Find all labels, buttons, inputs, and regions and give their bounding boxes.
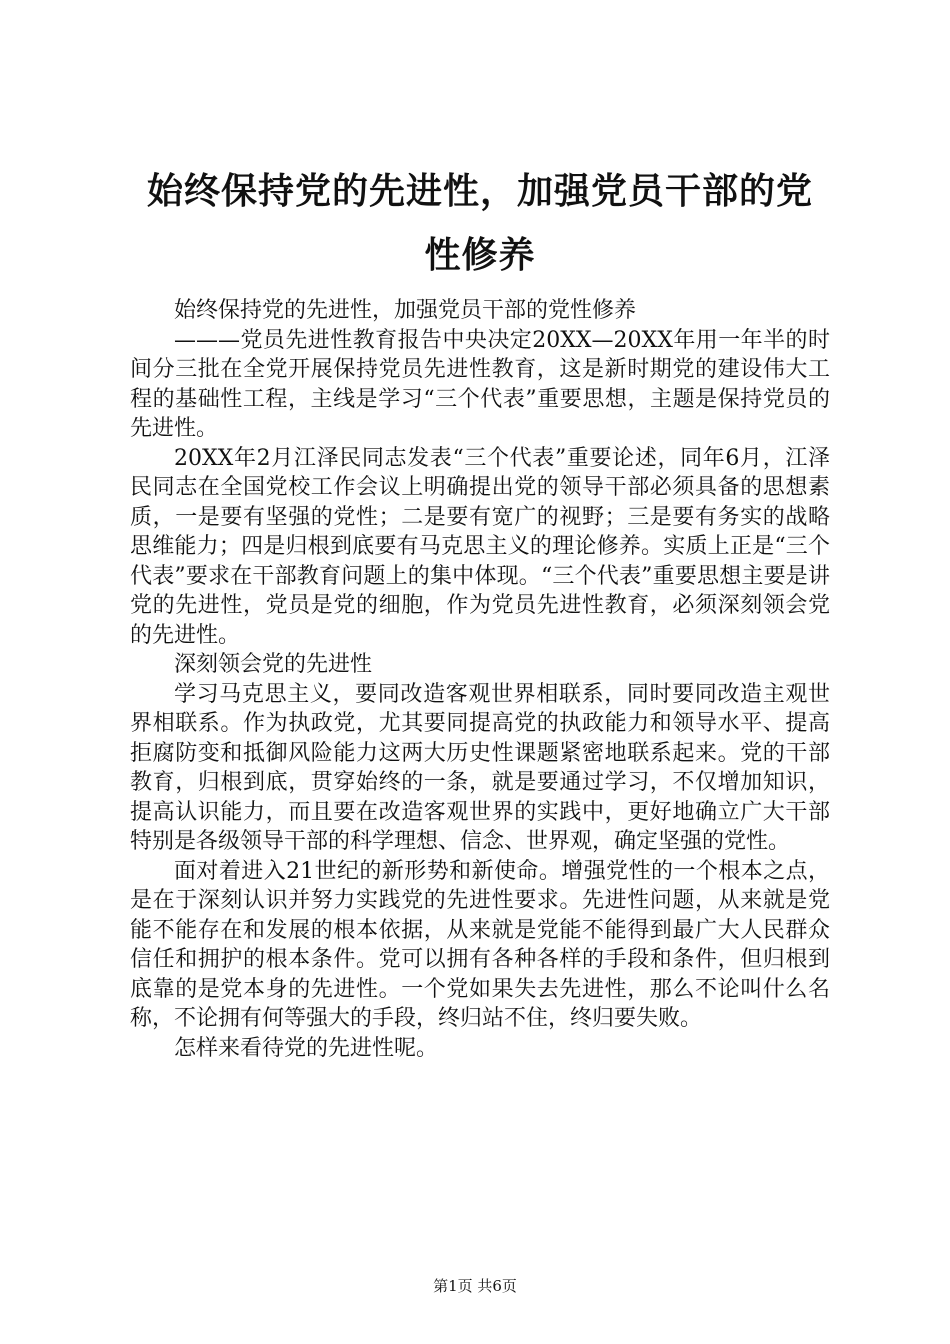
page-number-footer: 第1页 共6页 — [433, 1277, 517, 1295]
paragraph: 学习马克思主义，要同改造客观世界相联系，同时要同改造主观世界相联系。作为执政党，尤其要同提高党的执政能力和领导水平、提高拒腐防变和抵御风险能力这两大历史性课题紧密地联系起来。党的干部教育，归根到底，贯穿始终的一条，就是要通过学习，不仅增加知识，提高认识能力，而且要在改造客观世界的实践中，更好地确立广大干部特别是各级领导干部的科学理想、信念、世界观，确定坚强的党性。 — [130, 681, 830, 854]
document-title: 始终保持党的先进性，加强党员干部的党性修养 — [146, 171, 813, 276]
paragraph-subtitle: 始终保持党的先进性，加强党员干部的党性修养 — [174, 298, 637, 323]
paragraph: ———党员先进性教育报告中央决定20XX—20XX年用一年半的时间分三批在全党开展保持党员先进性教育，这是新时期党的建设伟大工程的基础性工程，主线是学习“三个代表”重要思想，主题是保持党员的先进性。 — [130, 327, 830, 441]
paragraph: 怎样来看待党的先进性呢。 — [174, 1035, 439, 1061]
section-heading: 深刻领会党的先进性 — [174, 652, 373, 677]
document-body — [130, 296, 830, 1063]
paragraph: 面对着进入21世纪的新形势和新使命。增强党性的一个根本之点，是在于深刻认识并努力实践党的先进性要求。先进性问题，从来就是党能不能存在和发展的根本依据，从来就是党能不能得到最广大人民群众信任和拥护的根本条件。党可以拥有各种各样的手段和条件，但归根到底靠的是党本身的先进性。一个党如果失去先进性，那么不论叫什么名称，不论拥有何等强大的手段，终归站不住，终归要失败。 — [130, 858, 830, 1031]
paragraph: 20XX年2月江泽民同志发表“三个代表”重要论述，同年6月，江泽民同志在全国党校工作会议上明确提出党的领导干部必须具备的思想素质，一是要有坚强的党性；二是要有宽广的视野；三是要有务实的战略思维能力；四是归根到底要有马克思主义的理论修养。实质上正是“三个代表”要求在干部教育问题上的集中体现。“三个代表”重要思想主要是讲党的先进性，党员是党的细胞，作为党员先进性教育，必须深刻领会党的先进性。 — [130, 445, 830, 648]
